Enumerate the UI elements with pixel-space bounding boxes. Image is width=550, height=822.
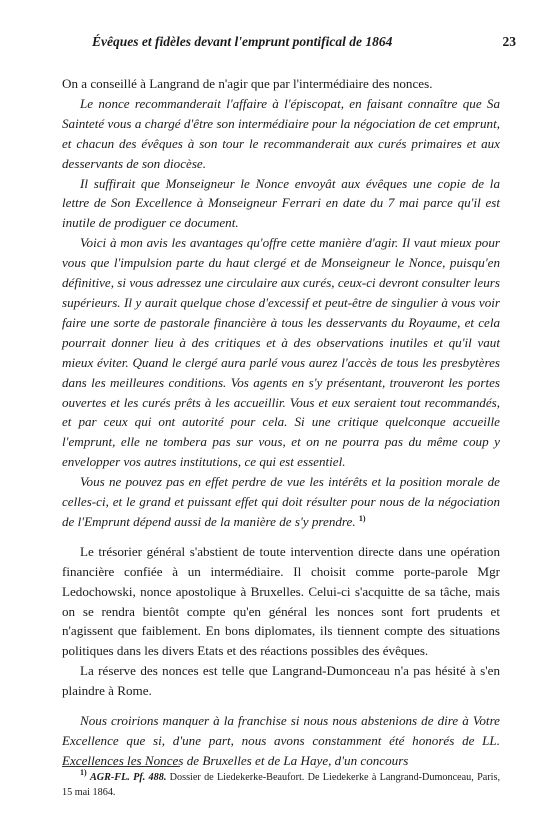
running-title: Évêques et fidèles devant l'emprunt pontifical de 1864 (92, 34, 393, 49)
quoted-paragraph: Le nonce recommanderait l'affaire à l'épiscopat, en faisant connaître que Sa Sainteté vous a chargé d'être son intermédiaire pour la négociation de cet emprunt, et chacun des évêques à son tour le recommanderait aux curés primaires et aux desservants de son diocèse. (62, 95, 500, 171)
page-number: 23 (502, 34, 516, 49)
footnote-separator (62, 766, 180, 767)
footnote-reference: 1) (358, 513, 366, 523)
quoted-paragraph-with-note (62, 472, 500, 532)
paragraph: La réserve des nonces est telle que Langrand-Dumonceau n'a pas hésité à s'en plaindre à Rome. (62, 663, 500, 699)
footnote-source: AGR-FL. Pf. 488. (89, 772, 167, 783)
quoted-paragraph: Nous croirions manquer à la franchise si nous nous abstenions de dire à Votre Excellence que si, d'une part, nous avons constamment été honorés de LL. Excellences les Nonces de Bruxelles et de La Haye, d'un concours (62, 713, 500, 768)
quoted-paragraph: Voici à mon avis les avantages qu'offre cette manière d'agir. Il vaut mieux pour vous que l'impulsion parte du haut clergé et de Monseigneur le Nonce, puisqu'en définitive, si vous adressez une circulaire aux curés, ceux-ci devront consulter leurs supérieurs. Il y aurait quelque chose d'excessif et peut-être de singulier à vous voir faire une sorte de pastorale financière à tous les desservants du Royaume, et cela pourrait donner lieu à des critiques et à des observations inutiles et qu'il vaut mieux éviter. Quand le clergé aura parlé vous aurez l'accès de tous les presbytères dans les meilleures conditions. Vos agents en s'y présentant, trouveront les portes ouvertes et les curés prêts à les accueillir. Vous et eux seraient tout recommandés, et par ceux qui ont autorité pour cela. Si une critique quelconque accueille l'emprunt, elle ne tombera pas sur vous, et on ne pourra pas du même coup y envelopper vos autres institutions, ce qui est essentiel. (62, 235, 500, 470)
page-body (62, 74, 500, 771)
quoted-paragraph: Il suffirait que Monseigneur le Nonce envoyât aux évêques une copie de la lettre de Son Excellence à Monseigneur Ferrari en date du 7 mai parce qu'il est inutile de prodiguer ce document. (62, 175, 500, 231)
paragraph: On a conseillé à Langrand de n'agir que par l'intermédiaire des nonces. (62, 76, 433, 91)
footnote-body: Dossier de Liedekerke-Beaufort. De Liedekerke à Langrand-Dumonceau, Paris, 15 mai 1864. (62, 772, 501, 798)
paragraph: Le trésorier général s'abstient de toute intervention directe dans une opération financière confiée à un intermédiaire. Il choisit comme porte-parole Mgr Ledochowski, nonce apostolique à Bruxelles. Celui-ci s'acquitte de sa tâche, mais on se rendra bientôt compte qu'en général les nonces sont fort prudents et n'agissent que faiblement. En bons diplomates, ils tiennent compte des situations politiques dans les divers Etats et des réactions possibles des évêques. (62, 543, 500, 659)
quoted-text: Vous ne pouvez pas en effet perdre de vue les intérêts et la position morale de celles-ci, et le grand et puissant effet qui doit résulter pour nous de la négociation de l'Emprunt dépend aussi de la manière de s'y prendre. (62, 474, 500, 529)
footnote-marker: 1) (80, 768, 87, 777)
footnote (62, 768, 501, 800)
footnote-text (62, 768, 501, 800)
running-header (60, 34, 516, 52)
